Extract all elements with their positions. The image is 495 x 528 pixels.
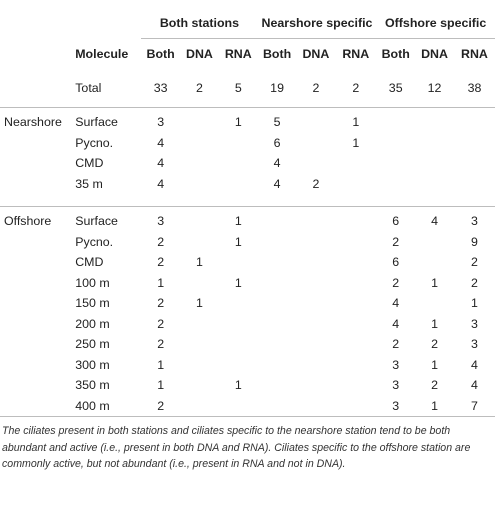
table-cell: 1 bbox=[431, 357, 438, 372]
row-label: CMD bbox=[75, 156, 104, 171]
table-cell bbox=[258, 314, 297, 335]
table-cell: 1 bbox=[471, 296, 478, 311]
table-cell: 3 bbox=[376, 396, 415, 417]
table-cell bbox=[296, 273, 335, 294]
empty-cell bbox=[141, 194, 180, 207]
table-cell: 9 bbox=[471, 234, 478, 249]
table-row bbox=[0, 174, 495, 195]
table-cell bbox=[296, 396, 335, 417]
table-cell: 7 bbox=[454, 396, 495, 417]
empty-cell bbox=[0, 69, 72, 108]
empty-cell bbox=[376, 194, 415, 207]
table-cell: 1 bbox=[157, 378, 165, 393]
table-cell: 4 bbox=[471, 378, 478, 393]
table-cell bbox=[335, 334, 376, 355]
table-row bbox=[0, 232, 495, 253]
table-cell: 2 bbox=[471, 255, 478, 270]
table-cell: 3 bbox=[471, 337, 478, 352]
table-footnote: The ciliates present in both stations and ciliates specific to the nearshore station tend to be both abundant and active (i.e., present in both DNA and RNA). Ciliates specific to the offshore station are commonly active, but not abundant (i.e., present in RNA and not in DNA). bbox=[2, 425, 471, 470]
table-cell bbox=[296, 314, 335, 335]
table-cell: 3 bbox=[471, 316, 478, 331]
total-cell: 2 bbox=[335, 69, 376, 108]
table-cell bbox=[415, 153, 454, 174]
table-cell bbox=[454, 112, 495, 133]
table-cell: 6 bbox=[392, 255, 400, 270]
table-cell bbox=[415, 112, 454, 133]
table-cell: 1 bbox=[234, 378, 242, 393]
nearshore-section-label: Nearshore bbox=[4, 115, 62, 130]
table-cell bbox=[415, 174, 454, 195]
subheader-cell: Both bbox=[146, 47, 175, 61]
table-cell bbox=[296, 232, 335, 253]
table-cell: 1 bbox=[234, 275, 242, 290]
table-row bbox=[0, 293, 495, 314]
row-label: 400 m bbox=[72, 396, 141, 417]
table-cell: 2 bbox=[431, 337, 438, 352]
table-cell: 3 bbox=[157, 214, 165, 229]
table-cell: 2 bbox=[312, 176, 320, 191]
table-cell bbox=[296, 334, 335, 355]
table-cell: 2 bbox=[392, 275, 400, 290]
total-cell: 19 bbox=[258, 69, 297, 108]
empty-cell bbox=[296, 194, 335, 207]
row-label: 350 m bbox=[75, 378, 110, 393]
table-cell: 2 bbox=[392, 234, 400, 249]
table-cell bbox=[180, 396, 219, 417]
table-cell: 4 bbox=[392, 316, 400, 331]
subheader-cell: DNA bbox=[186, 47, 213, 61]
table-cell: 4 bbox=[273, 176, 281, 191]
row-label: Surface bbox=[75, 214, 118, 229]
empty-cell bbox=[0, 153, 72, 174]
empty-cell bbox=[0, 232, 72, 253]
table-cell bbox=[415, 232, 454, 253]
table-cell bbox=[258, 293, 297, 314]
table-row bbox=[0, 112, 495, 133]
table-cell bbox=[180, 314, 219, 335]
table-row bbox=[0, 211, 495, 232]
table-cell bbox=[415, 252, 454, 273]
table-row bbox=[0, 153, 495, 174]
table-cell: 1 bbox=[196, 296, 203, 311]
table-cell bbox=[219, 314, 258, 335]
table-cell bbox=[454, 174, 495, 195]
table-cell bbox=[296, 153, 335, 174]
table-cell bbox=[219, 396, 258, 417]
table-cell: 1 bbox=[352, 115, 360, 130]
table-cell: 1 bbox=[431, 275, 438, 290]
table-cell: 1 bbox=[196, 255, 203, 270]
table-cell: 2 bbox=[471, 275, 478, 290]
table-cell bbox=[335, 211, 376, 232]
table-cell bbox=[335, 153, 376, 174]
table-cell bbox=[454, 133, 495, 154]
total-cell: 2 bbox=[296, 69, 335, 108]
table-cell: 1 bbox=[352, 135, 360, 150]
empty-cell bbox=[0, 273, 72, 294]
table-cell: 3 bbox=[392, 357, 400, 372]
table-cell bbox=[180, 375, 219, 396]
table-cell bbox=[335, 314, 376, 335]
table-cell bbox=[219, 252, 258, 273]
table-cell bbox=[296, 375, 335, 396]
table-cell bbox=[335, 355, 376, 376]
table-cell bbox=[335, 273, 376, 294]
table-row bbox=[0, 396, 495, 417]
subheader-cell: RNA bbox=[224, 47, 252, 61]
table-cell: 1 bbox=[234, 115, 242, 130]
subheader-cell: Both bbox=[262, 47, 292, 61]
empty-cell bbox=[0, 396, 72, 417]
table-cell bbox=[335, 174, 376, 195]
table-cell: 6 bbox=[273, 135, 281, 150]
table-row bbox=[0, 314, 495, 335]
table-cell bbox=[180, 232, 219, 253]
empty-cell bbox=[0, 293, 72, 314]
group-header-offshore-specific: Offshore specific bbox=[376, 0, 495, 39]
offshore-section-label: Offshore bbox=[4, 214, 52, 229]
section-divider bbox=[0, 194, 495, 207]
total-cell: 38 bbox=[454, 69, 495, 108]
table-cell: 1 bbox=[431, 316, 438, 331]
table-cell: 4 bbox=[157, 176, 165, 191]
empty-header-cell bbox=[72, 0, 141, 39]
group-header-nearshore-specific: Nearshore specific bbox=[258, 0, 377, 39]
table-cell: 2 bbox=[157, 234, 165, 249]
table-cell bbox=[258, 252, 297, 273]
table-cell bbox=[376, 112, 415, 133]
table-cell bbox=[180, 273, 219, 294]
row-label: 100 m bbox=[75, 275, 110, 290]
subheader-cell: DNA bbox=[302, 47, 330, 61]
total-cell: 35 bbox=[376, 69, 415, 108]
empty-cell bbox=[454, 194, 495, 207]
table-cell: 3 bbox=[471, 214, 478, 229]
table-cell bbox=[180, 112, 219, 133]
table-cell bbox=[335, 375, 376, 396]
table-cell bbox=[258, 211, 297, 232]
row-label: 150 m bbox=[75, 296, 110, 311]
table-cell bbox=[376, 133, 415, 154]
table-cell: 4 bbox=[157, 156, 165, 171]
row-label: 250 m bbox=[75, 337, 110, 352]
table-cell bbox=[180, 153, 219, 174]
table-cell bbox=[296, 252, 335, 273]
table-cell: 2 bbox=[141, 396, 180, 417]
table-body bbox=[0, 69, 495, 417]
table-cell bbox=[296, 293, 335, 314]
table-cell: 4 bbox=[431, 214, 438, 229]
table-cell bbox=[258, 355, 297, 376]
table-cell bbox=[376, 174, 415, 195]
table-cell bbox=[415, 133, 454, 154]
empty-cell bbox=[0, 174, 72, 195]
row-label: 35 m bbox=[75, 176, 103, 191]
table-row bbox=[0, 355, 495, 376]
table-cell bbox=[296, 112, 335, 133]
table-cell bbox=[219, 293, 258, 314]
table-cell: 2 bbox=[157, 337, 165, 352]
empty-header-cell bbox=[0, 0, 72, 39]
empty-cell bbox=[0, 375, 72, 396]
table-row bbox=[0, 252, 495, 273]
empty-cell bbox=[0, 133, 72, 154]
table-cell: 4 bbox=[392, 296, 400, 311]
table-cell: 2 bbox=[157, 316, 165, 331]
subheader-cell: RNA bbox=[461, 47, 488, 61]
table-cell bbox=[335, 232, 376, 253]
table-row bbox=[0, 133, 495, 154]
table-cell bbox=[454, 153, 495, 174]
table-cell bbox=[335, 396, 376, 417]
table-cell bbox=[296, 211, 335, 232]
table-cell: 1 bbox=[157, 275, 165, 290]
table-row bbox=[0, 334, 495, 355]
table-cell bbox=[258, 375, 297, 396]
table-cell bbox=[258, 396, 297, 417]
table-row bbox=[0, 273, 495, 294]
table-cell bbox=[258, 232, 297, 253]
total-row bbox=[0, 69, 495, 108]
table-cell: 6 bbox=[392, 214, 400, 229]
row-label: CMD bbox=[75, 255, 104, 270]
empty-cell bbox=[219, 194, 258, 207]
table-cell bbox=[219, 133, 258, 154]
empty-cell bbox=[72, 194, 141, 207]
table-cell bbox=[296, 355, 335, 376]
total-cell: 2 bbox=[180, 69, 219, 108]
table-cell: 2 bbox=[431, 378, 438, 393]
empty-cell bbox=[0, 252, 72, 273]
table-cell bbox=[180, 174, 219, 195]
table-cell bbox=[219, 174, 258, 195]
table-cell bbox=[219, 153, 258, 174]
empty-cell bbox=[0, 355, 72, 376]
row-label: Surface bbox=[75, 115, 118, 130]
table-cell: 2 bbox=[392, 337, 400, 352]
empty-cell bbox=[335, 194, 376, 207]
table-cell: 1 bbox=[415, 396, 454, 417]
total-cell: 12 bbox=[415, 69, 454, 108]
empty-cell bbox=[0, 194, 72, 207]
table-cell: 1 bbox=[157, 357, 165, 372]
table-cell: 4 bbox=[471, 357, 478, 372]
table-cell bbox=[180, 355, 219, 376]
row-label: Pycno. bbox=[75, 135, 114, 150]
table-cell bbox=[415, 293, 454, 314]
empty-cell bbox=[0, 334, 72, 355]
subheader-row bbox=[0, 39, 495, 70]
subheader-cell: DNA bbox=[421, 47, 448, 61]
subheader-cell: Both bbox=[381, 47, 410, 61]
table-cell bbox=[180, 211, 219, 232]
group-header-row bbox=[0, 0, 495, 39]
empty-cell bbox=[415, 194, 454, 207]
subheader-cell: RNA bbox=[342, 47, 370, 61]
total-cell: 5 bbox=[219, 69, 258, 108]
table-row bbox=[0, 375, 495, 396]
empty-cell bbox=[0, 314, 72, 335]
group-header-both-stations: Both stations bbox=[141, 0, 257, 39]
table-cell: 3 bbox=[392, 378, 400, 393]
table-cell: 4 bbox=[273, 156, 281, 171]
table-cell: 3 bbox=[157, 115, 165, 130]
table-cell bbox=[296, 133, 335, 154]
row-label: 200 m bbox=[75, 316, 110, 331]
table-cell bbox=[219, 334, 258, 355]
row-label: Pycno. bbox=[75, 234, 114, 249]
table-cell: 2 bbox=[157, 255, 165, 270]
empty-cell bbox=[258, 194, 297, 207]
table-cell: 1 bbox=[234, 214, 242, 229]
table-cell bbox=[335, 252, 376, 273]
total-label: Total bbox=[72, 69, 141, 108]
table-cell bbox=[335, 293, 376, 314]
empty-cell bbox=[180, 194, 219, 207]
table-cell: 1 bbox=[234, 234, 242, 249]
table-cell: 2 bbox=[157, 296, 165, 311]
table-cell bbox=[180, 334, 219, 355]
table-cell: 5 bbox=[273, 115, 281, 130]
empty-header-cell bbox=[0, 39, 72, 70]
table-cell: 4 bbox=[157, 135, 165, 150]
total-cell: 33 bbox=[141, 69, 180, 108]
table-cell bbox=[376, 153, 415, 174]
molecule-header: Molecule bbox=[75, 46, 129, 61]
row-label: 300 m bbox=[75, 357, 110, 372]
table-cell bbox=[219, 355, 258, 376]
table-cell bbox=[258, 334, 297, 355]
table-cell bbox=[258, 273, 297, 294]
table-cell bbox=[180, 133, 219, 154]
